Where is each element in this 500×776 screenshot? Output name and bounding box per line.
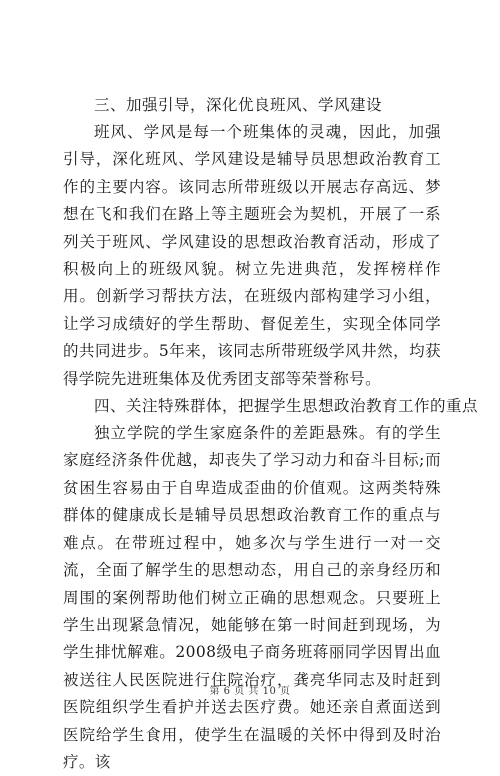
section-heading-4: 四、关注特殊群体，把握学生思想政治教育工作的重点 [94,397,479,416]
page-footer: 第 6 页 共 10 页 [209,686,291,697]
section-paragraph-4: 独立学院的学生家庭条件的差距悬殊。有的学生家庭经济条件优越，却丧失了学习动力和奋斗目标;而贫困生容易由于自卑造成歪曲的价值观。这两类特殊群体的健康成长是辅导员思想政治教育工作的重点与难点。在带班过程中，她多次与学生进行一对一交流，全面了解学生的思想动态，用自己的亲身经历和周围的案例帮助他们树立正确的思想观念。只要班上学生出现紧急情况，她能够在第一时间赶到现场，为学生排忧解难。2008级电子商务班蒋丽同学因胃出血被送往人民医院进行住院治疗，龚亮华同志及时赶到医院组织学生看护并送去医疗费。她还亲自煮面送到医院给学生食用，使学生在温暖的关怀中得到及时治疗。该 [63,424,441,771]
document-body [63,92,479,776]
section-heading-3: 三、加强引导，深化优良班风、学风建设 [94,96,383,114]
section-paragraph-3: 班风、学风是每一个班集体的灵魂，因此，加强引导，深化班风、学风建设是辅导员思想政治教育工作的主要内容。该同志所带班级以开展志存高远、梦想在飞和我们在路上等主题班会为契机，开展了一系列关于班风、学风建设的思想政治教育活动，形成了积极向上的班级风貌。树立先进典范，发挥榜样作用。创新学习帮扶方法，在班级内部构建学习小组，让学习成绩好的学生帮助、督促差生，实现全体同学的共同进步。5年来，该同志所带班级学风井然，均获得学院先进班集体及优秀团支部等荣誉称号。 [63,123,441,388]
